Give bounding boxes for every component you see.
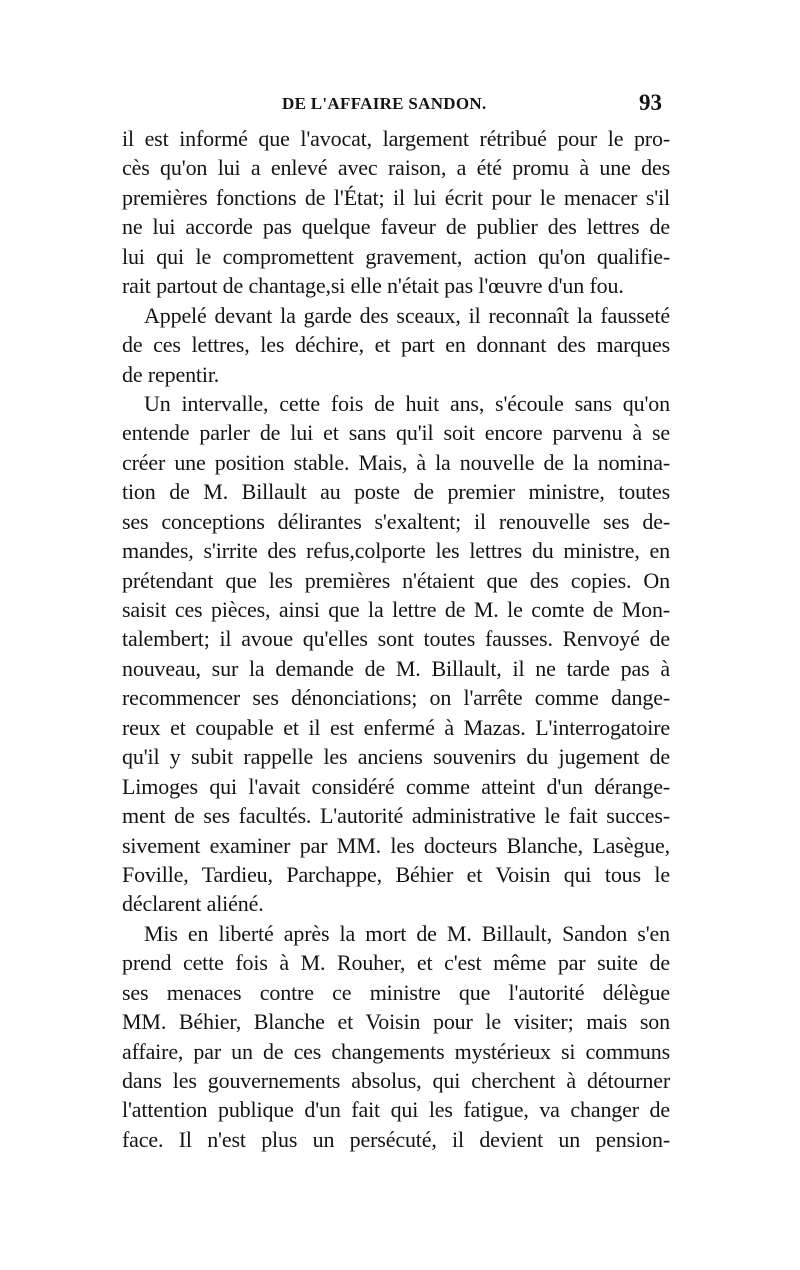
text-line: prend cette fois à M. Rouher, et c'est même par suite de [122, 950, 670, 976]
text-line: rait partout de chantage,si elle n'était pas l'œuvre d'un fou. [122, 273, 624, 299]
text-line: l'attention publique d'un fait qui les fatigue, va changer de [122, 1097, 670, 1123]
text-line: face. Il n'est plus un persécuté, il devient un pension- [122, 1126, 670, 1152]
text-line: déclarent aliéné. [122, 891, 264, 917]
paragraph-start-line: Un intervalle, cette fois de huit ans, s'écoule sans qu'on [144, 390, 670, 416]
text-line: prétendant que les premières n'étaient que des copies. On [122, 567, 670, 593]
text-line: nouveau, sur la demande de M. Billault, il ne tarde pas à [122, 655, 670, 681]
paragraph-start-line: Mis en liberté après la mort de M. Billault, Sandon s'en [144, 920, 670, 946]
text-line: talembert; il avoue qu'elles sont toutes fausses. Renvoyé de [122, 626, 670, 652]
text-line: sivement examiner par MM. les docteurs Blanche, Lasègue, [122, 832, 670, 858]
text-line: mandes, s'irrite des refus,colporte les lettres du ministre, en [122, 538, 670, 564]
running-head [122, 92, 662, 122]
text-line: tion de M. Billault au poste de premier ministre, toutes [122, 479, 670, 505]
text-line: entende parler de lui et sans qu'il soit encore parvenu à se [122, 420, 670, 446]
text-line: lui qui le compromettent gravement, action qu'on qualifie- [122, 243, 670, 269]
text-line: Limoges qui l'avait considéré comme atteint d'un dérange- [122, 773, 670, 799]
text-line: de ces lettres, les déchire, et part en donnant des marques [122, 332, 670, 358]
text-line: créer une position stable. Mais, à la nouvelle de la nomina- [122, 449, 670, 475]
page-number: 93 [639, 90, 662, 115]
text-line: ne lui accorde pas quelque faveur de publier des lettres de [122, 214, 670, 240]
paragraph-start-line: Appelé devant la garde des sceaux, il reconnaît la fausseté [144, 302, 670, 328]
text-line: ses conceptions délirantes s'exaltent; il renouvelle ses de- [122, 508, 670, 534]
text-line: qu'il y subit rappelle les anciens souvenirs du jugement de [122, 744, 670, 770]
running-title: DE L'AFFAIRE SANDON. [282, 94, 487, 113]
text-line: affaire, par un de ces changements mystérieux si communs [122, 1038, 670, 1064]
text-line: il est informé que l'avocat, largement rétribué pour le pro- [122, 126, 670, 151]
text-line: Foville, Tardieu, Parchappe, Béhier et Voisin qui tous le [122, 861, 670, 887]
text-line: premières fonctions de l'État; il lui écrit pour le menacer s'il [122, 184, 670, 210]
text-line: recommencer ses dénonciations; on l'arrête comme dange- [122, 685, 670, 711]
text-line: ses menaces contre ce ministre que l'autorité délègue [122, 979, 670, 1005]
text-line: cès qu'on lui a enlevé avec raison, a été promu à une des [122, 155, 670, 181]
text-line: dans les gouvernements absolus, qui cherchent à détourner [122, 1068, 670, 1093]
text-line: saisit ces pièces, ainsi que la lettre de M. le comte de Mon- [122, 597, 670, 622]
text-line: MM. Béhier, Blanche et Voisin pour le visiter; mais son [122, 1009, 670, 1035]
text-line: de repentir. [122, 361, 220, 387]
body-text [122, 124, 670, 1154]
text-line: ment de ses facultés. L'autorité administrative le fait succes- [122, 803, 670, 829]
text-line: reux et coupable et il est enfermé à Mazas. L'interrogatoire [122, 714, 670, 740]
